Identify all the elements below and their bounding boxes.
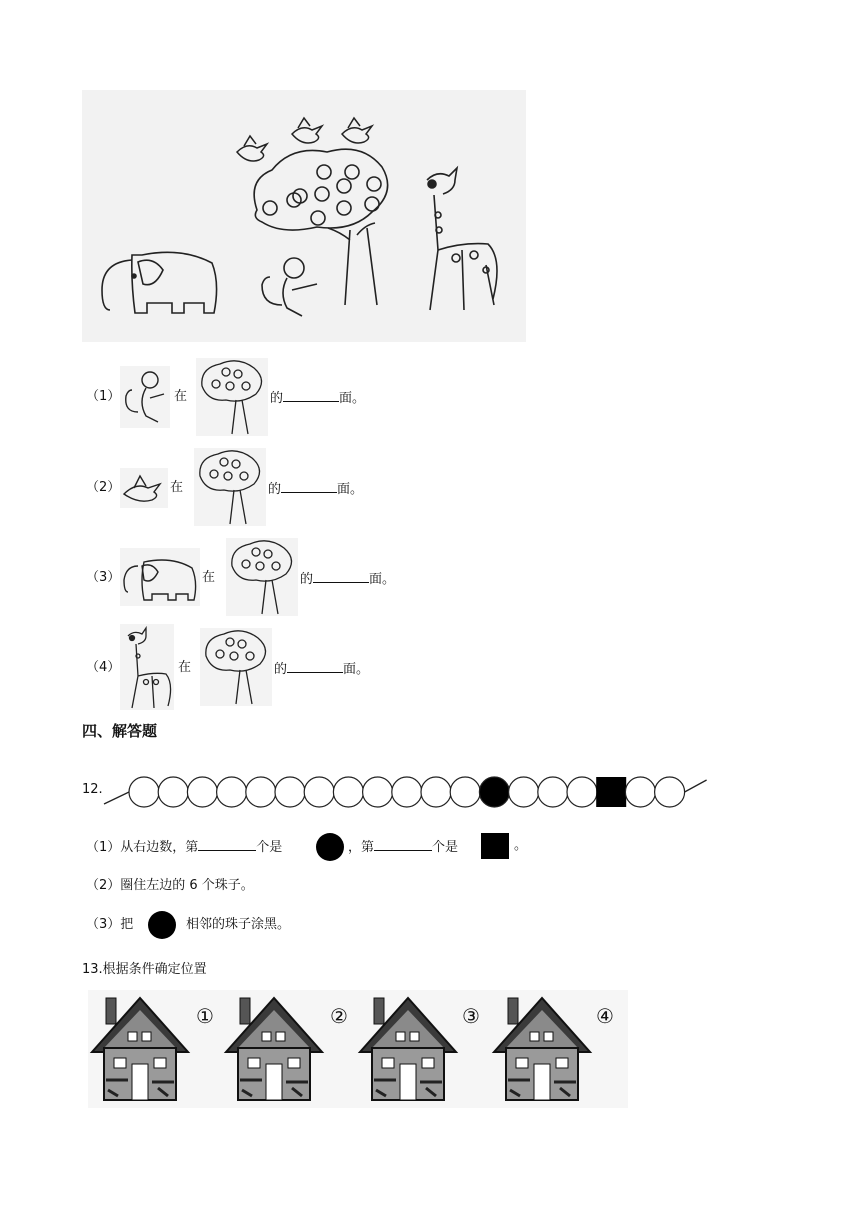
bead-white[interactable]: [158, 777, 188, 807]
answer-line-3: 的 面。: [300, 572, 396, 587]
word-zai: 在: [170, 480, 184, 495]
bead-white[interactable]: [655, 777, 685, 807]
question-13-title: 13.根据条件确定位置: [82, 962, 207, 977]
section-heading: 四、解答题: [82, 722, 158, 740]
black-bead-icon: [316, 833, 344, 861]
answer-blank[interactable]: [283, 389, 339, 402]
subquestion-2: （2）: [86, 480, 121, 495]
bead-white[interactable]: [421, 777, 451, 807]
answer-blank[interactable]: [287, 660, 343, 673]
subquestion-1: （1）: [86, 389, 121, 404]
house-label-3: ③: [462, 1004, 480, 1028]
house-icon[interactable]: [494, 998, 590, 1100]
bead-white[interactable]: [450, 777, 480, 807]
answer-blank[interactable]: [313, 570, 369, 583]
bead-square-black[interactable]: [596, 777, 626, 807]
bead-white[interactable]: [187, 777, 217, 807]
answer-blank[interactable]: [374, 838, 432, 851]
house-label-2: ②: [330, 1004, 348, 1028]
black-bead-icon: [148, 911, 176, 939]
q12-part2: （2）圈住左边的 6 个珠子。: [86, 878, 254, 893]
bead-white[interactable]: [363, 777, 393, 807]
subquestion-3: （3）: [86, 570, 121, 585]
bird-icon: [120, 468, 168, 508]
bead-white[interactable]: [333, 777, 363, 807]
bead-string: [100, 770, 720, 816]
q12-part1-cont: ，第 个是: [348, 840, 459, 855]
house-icon[interactable]: [226, 998, 322, 1100]
apple-tree-icon: [226, 538, 298, 616]
bird-icon: [237, 136, 267, 161]
word-zai: 在: [174, 389, 188, 404]
monkey-icon: [120, 366, 170, 428]
answer-blank[interactable]: [198, 838, 256, 851]
q12-part1: （1）从右边数，第 个是: [86, 840, 283, 855]
subquestion-4: （4）: [86, 660, 121, 675]
apple-tree-icon: [200, 628, 272, 706]
answer-blank[interactable]: [281, 480, 337, 493]
animal-scene-illustration: [82, 90, 526, 342]
word-zai: 在: [178, 660, 192, 675]
bead-white[interactable]: [217, 777, 247, 807]
houses-illustration: [88, 990, 628, 1108]
bead-white[interactable]: [129, 777, 159, 807]
q12-part3-cont: 相邻的珠子涂黑。: [186, 917, 291, 932]
answer-line-2: 的 面。: [268, 482, 364, 497]
word-zai: 在: [202, 570, 216, 585]
answer-line-4: 的 面。: [274, 662, 370, 677]
bead-white[interactable]: [567, 777, 597, 807]
bead-white[interactable]: [625, 777, 655, 807]
house-label-1: ①: [196, 1004, 214, 1028]
bead-white[interactable]: [538, 777, 568, 807]
bead-string-end: [104, 792, 129, 804]
deer-icon: [120, 624, 174, 710]
apple-tree-icon: [194, 448, 266, 526]
bird-icon: [342, 118, 372, 143]
bead-white[interactable]: [246, 777, 276, 807]
elephant-icon: [120, 548, 200, 606]
bead-black[interactable]: [479, 777, 509, 807]
apple-tree-icon: [196, 358, 268, 436]
answer-line-1: 的 面。: [270, 391, 366, 406]
monkey-icon: [262, 258, 317, 316]
black-square-bead-icon: [481, 833, 509, 859]
period: 。: [514, 838, 528, 853]
bead-white[interactable]: [275, 777, 305, 807]
apple-tree-icon: [254, 149, 387, 305]
house-label-4: ④: [596, 1004, 614, 1028]
bead-white[interactable]: [392, 777, 422, 807]
question-12-number: 12.: [82, 782, 103, 797]
house-icon[interactable]: [360, 998, 456, 1100]
house-icon[interactable]: [92, 998, 188, 1100]
bead-white[interactable]: [304, 777, 334, 807]
q12-part3: （3）把: [86, 917, 134, 932]
deer-icon: [427, 168, 497, 310]
bead-white[interactable]: [509, 777, 539, 807]
bird-icon: [292, 118, 322, 143]
elephant-icon: [102, 252, 217, 313]
bead-string-end: [685, 780, 707, 792]
